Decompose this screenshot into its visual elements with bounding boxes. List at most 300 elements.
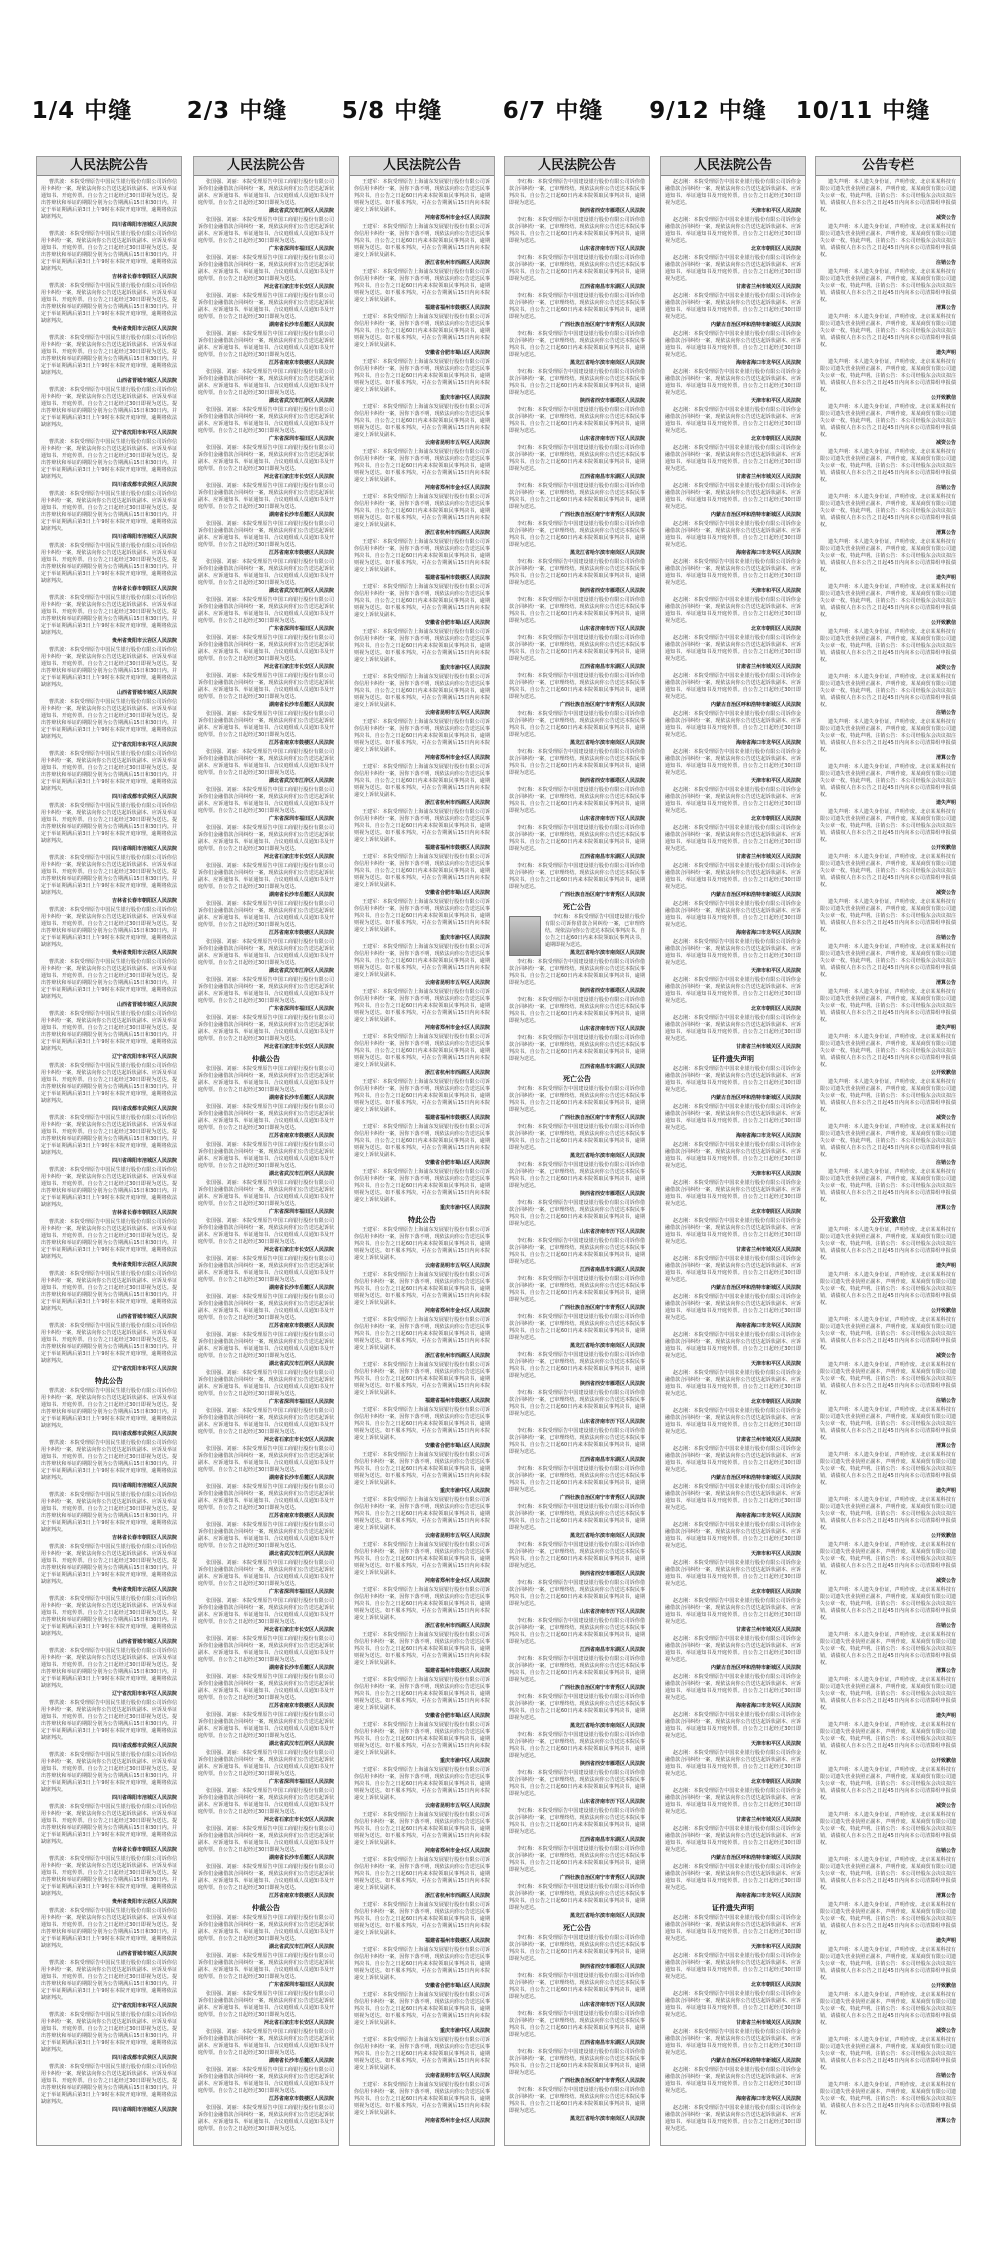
court-name: 黑龙江省哈尔滨市南岗区人民法院: [569, 740, 645, 746]
notice-paragraph: 李红梅：本院受理原告中国建设银行股份有限公司诉你借款合同纠纷一案，已审理终结。现依法向你公告送达本院民事判决书。自公告之日起60日内来本院领取民事判决书，逾期即视为送达。: [509, 1656, 645, 1683]
notice-paragraph: 王建军：本院受理原告上海浦东发展银行股份有限公司诉你信用卡纠纷一案，因你下落不明，现依法向你公告送达民事判决书。自公告之日起60日内来本院领取民事判决书，逾期则视为送达。如不服本判决，可在公告期满后15日内向本院递交上诉状及副本。: [354, 1857, 490, 1891]
notice-paragraph: 曹洪波：本院受理原告中国民生银行股份有限公司诉你信用卡纠纷一案，现依法向你公告送达起诉状副本、应诉及举证通知书、开庭传票。自公告之日起经过30日即视为送达。提出答辩状和举证的期限分别为公告期满后15日和30日内。并定于举证期满后第3日上午9时在本院开庭审理，逾期将依法缺席判决。: [41, 1063, 177, 1104]
column-header: 人民法院公告: [37, 157, 181, 176]
court-name: 甘肃省兰州市城关区人民法院: [735, 1044, 801, 1050]
court-name: 吉林省长春市朝阳区人民法院: [111, 1535, 177, 1541]
court-name: 注销公告: [935, 485, 956, 491]
court-name: 清算公告: [935, 530, 956, 536]
court-name: 江苏省南京市鼓楼区人民法院: [268, 1703, 334, 1709]
notice-paragraph: 遗失声明：本人遗失身份证，声明作废。北京某某科技有限公司遗失营业执照正副本，声明作废。某某商贸有限公司遗失公章一枚，特此声明。注销公告：本公司经股东会决议拟注销，请债权人自本公告之日起45日内向本公司清算组申报债权。: [820, 1902, 956, 1936]
court-name: 清算公告: [935, 980, 956, 986]
notice-paragraph: 王建军：本院受理原告上海浦东发展银行股份有限公司诉你信用卡纠纷一案，因你下落不明，现依法向你公告送达民事判决书。自公告之日起60日内来本院领取民事判决书，逾期则视为送达。如不服本判决，可在公告期满后15日内向本院递交上诉状及副本。: [354, 1722, 490, 1756]
notice-paragraph: 张国强、刘丽：本院受理原告中国工商银行股份有限公司诉你们金融借款合同纠纷一案，现依法向你们公告送达起诉状副本、应诉通知书、举证通知书、合议庭组成人员通知书及开庭传票。自公告之日起经过30日即视为送达。: [198, 2029, 334, 2056]
court-name: 湖南省长沙市岳麓区人民法院: [268, 892, 334, 898]
notice-paragraph: 王建军：本院受理原告上海浦东发展银行股份有限公司诉你信用卡纠纷一案，因你下落不明，现依法向你公告送达民事判决书。自公告之日起60日内来本院领取民事判决书，逾期则视为送达。如不服本判决，可在公告期满后15日内向本院递交上诉状及副本。: [354, 764, 490, 798]
notice-paragraph: 遗失声明：本人遗失身份证，声明作废。北京某某科技有限公司遗失营业执照正副本，声明作废。某某商贸有限公司遗失公章一枚，特此声明。注销公告：本公司经股东会决议拟注销，请债权人自本公告之日起45日内向本公司清算组申报债权。: [820, 1722, 956, 1756]
notice-paragraph: 王建军：本院受理原告上海浦东发展银行股份有限公司诉你信用卡纠纷一案，因你下落不明，现依法向你公告送达民事判决书。自公告之日起60日内来本院领取民事判决书，逾期则视为送达。如不服本判决，可在公告期满后15日内向本院递交上诉状及副本。: [354, 1362, 490, 1396]
court-name: 云南省昆明市五华区人民法院: [424, 980, 490, 986]
notice-paragraph: 李红梅：本院受理原告中国建设银行股份有限公司诉你借款合同纠纷一案，已审理终结。现依法向你公告送达本院民事判决书。自公告之日起60日内来本院领取民事判决书，逾期即视为送达。: [509, 1390, 645, 1417]
court-name: 广东省深圳市福田区人民法院: [268, 626, 334, 632]
court-name: 山西省晋城市城区人民法院: [116, 690, 177, 696]
court-name: 山西省晋城市城区人民法院: [116, 1951, 177, 1957]
notice-paragraph: 李红梅：本院受理原告中国建设银行股份有限公司诉你借款合同纠纷一案，已审理终结。现依法向你公告送达本院民事判决书。自公告之日起60日内来本院领取民事判决书，逾期即视为送达。: [509, 1504, 645, 1531]
notice-paragraph: 赵志刚：本院受理原告中国农业银行股份有限公司诉你金融借款合同纠纷一案，现依法向你公告送达起诉状副本、应诉通知书、举证通知书及开庭传票。自公告之日起经过30日即视为送达。: [665, 1864, 801, 1891]
court-name: 福建省福州市鼓楼区人民法院: [424, 1668, 490, 1674]
court-name: 遗失声明: [935, 1263, 956, 1269]
court-name: 广西壮族自治区南宁市青秀区人民法院: [559, 512, 645, 518]
notice-paragraph: 张国强、刘丽：本院受理原告中国工商银行股份有限公司诉你们金融借款合同纠纷一案，现依法向你们公告送达起诉状副本、应诉通知书、举证通知书、合议庭组成人员通知书及开庭传票。自公告之日起经过30日即视为送达。: [198, 1991, 334, 2018]
court-name: 重庆市渝中区人民法院: [439, 395, 490, 401]
notice-paragraph: 曹洪波：本院受理原告中国民生银行股份有限公司诉你信用卡纠纷一案，现依法向你公告送达起诉状副本、应诉及举证通知书、开庭传票。自公告之日起经过30日即视为送达。提出答辩状和举证的期限分别为公告期满后15日和30日内。并定于举证期满后第3日上午9时在本院开庭审理，逾期将依法缺席判决。: [41, 1596, 177, 1637]
notice-paragraph: 赵志刚：本院受理原告中国农业银行股份有限公司诉你金融借款合同纠纷一案，现依法向你公告送达起诉状副本、应诉通知书、举证通知书及开庭传票。自公告之日起经过30日即视为送达。: [665, 673, 801, 700]
court-name: 贵州省贵阳市云岩区人民法院: [111, 638, 177, 644]
notice-paragraph: 遗失声明：本人遗失身份证，声明作废。北京某某科技有限公司遗失营业执照正副本，声明作废。某某商贸有限公司遗失公章一枚，特此声明。注销公告：本公司经股东会决议拟注销，请债权人自本公告之日起45日内向本公司清算组申报债权。: [820, 1079, 956, 1113]
court-name: 天津市和平区人民法院: [750, 1741, 801, 1747]
notice-paragraph: 张国强、刘丽：本院受理原告中国工商银行股份有限公司诉你们金融借款合同纠纷一案，现依法向你们公告送达起诉状副本、应诉通知书、举证通知书、合议庭组成人员通知书及开庭传票。自公告之日起经过30日即视为送达。: [198, 1218, 334, 1245]
court-name: 减资公告: [935, 1803, 956, 1809]
court-name: 河北省石家庄市长安区人民法院: [263, 1247, 334, 1253]
court-name: 山东省济南市历下区人民法院: [579, 436, 645, 442]
court-name: 河南省郑州市金水区人民法院: [424, 2118, 490, 2124]
notice-paragraph: 王建军：本院受理原告上海浦东发展银行股份有限公司诉你信用卡纠纷一案，因你下落不明，现依法向你公告送达民事判决书。自公告之日起60日内来本院领取民事判决书，逾期则视为送达。如不服本判决，可在公告期满后15日内向本院递交上诉状及副本。: [354, 2082, 490, 2116]
court-name: 甘肃省兰州市城关区人民法院: [735, 854, 801, 860]
notice-paragraph: 曹洪波：本院受理原告中国民生银行股份有限公司诉你信用卡纠纷一案，现依法向你公告送达起诉状副本、应诉及举证通知书、开庭传票。自公告之日起经过30日即视为送达。提出答辩状和举证的期限分别为公告期满后15日和30日内。并定于举证期满后第3日上午9时在本院开庭审理，逾期将依法缺席判决。: [41, 1960, 177, 2001]
section-title: 证件遗失声明: [712, 1055, 754, 1063]
notice-paragraph: 张国强、刘丽：本院受理原告中国工商银行股份有限公司诉你们金融借款合同纠纷一案，现依法向你们公告送达起诉状副本、应诉通知书、举证通知书、合议庭组成人员通知书及开庭传票。自公告之日起经过30日即视为送达。: [198, 1750, 334, 1777]
notice-paragraph: 李红梅：本院受理原告中国建设银行股份有限公司诉你借款合同纠纷一案，已审理终结。现依法向你公告送达本院民事判决书。自公告之日起60日内来本院领取民事判决书，逾期即视为送达。: [509, 863, 645, 890]
notice-paragraph: 曹洪波：本院受理原告中国民生银行股份有限公司诉你信用卡纠纷一案，现依法向你公告送达起诉状副本、应诉及举证通知书、开庭传票。自公告之日起经过30日即视为送达。提出答辩状和举证的期限分别为公告期满后15日和30日内。并定于举证期满后第3日上午9时在本院开庭审理，逾期将依法缺席判决。: [41, 179, 177, 220]
court-name: 福建省福州市鼓楼区人民法院: [424, 305, 490, 311]
court-name: 注销公告: [935, 2073, 956, 2079]
court-name: 贵州省贵阳市云岩区人民法院: [111, 1587, 177, 1593]
notice-paragraph: 曹洪波：本院受理原告中国民生银行股份有限公司诉你信用卡纠纷一案，现依法向你公告送达起诉状副本、应诉及举证通知书、开庭传票。自公告之日起经过30日即视为送达。提出答辩状和举证的期限分别为公告期满后15日和30日内。并定于举证期满后第3日上午9时在本院开庭审理，逾期将依法缺席判决。: [41, 751, 177, 792]
notice-paragraph: 张国强、刘丽：本院受理原告中国工商银行股份有限公司诉你们金融借款合同纠纷一案，现依法向你们公告送达起诉状副本、应诉通知书、举证通知书、合议庭组成人员通知书及开庭传票。自公告之日起经过30日即视为送达。: [198, 1104, 334, 1131]
court-name: 注销公告: [935, 260, 956, 266]
court-name: 吉林省长春市朝阳区人民法院: [111, 1210, 177, 1216]
notice-paragraph: 张国强、刘丽：本院受理原告中国工商银行股份有限公司诉你们金融借款合同纠纷一案，现依法向你们公告送达起诉状副本、应诉通知书、举证通知书、合议庭组成人员通知书及开庭传票。自公告之日起经过30日即视为送达。: [198, 1712, 334, 1739]
court-name: 贵州省贵阳市云岩区人民法院: [111, 950, 177, 956]
notice-paragraph: 曹洪波：本院受理原告中国民生银行股份有限公司诉你信用卡纠纷一案，现依法向你公告送达起诉状副本、应诉及举证通知书、开庭传票。自公告之日起经过30日即视为送达。提出答辩状和举证的期限分别为公告期满后15日和30日内。并定于举证期满后第3日上午9时在本院开庭审理，逾期将依法缺席判决。: [41, 491, 177, 532]
notice-paragraph: 李红梅：本院受理原告中国建设银行股份有限公司诉你借款合同纠纷一案，已审理终结。现依法向你公告送达本院民事判决书。自公告之日起60日内来本院领取民事判决书，逾期即视为送达。: [509, 1846, 645, 1873]
court-name: 广东省深圳市福田区人民法院: [268, 1209, 334, 1215]
notice-paragraph: 曹洪波：本院受理原告中国民生银行股份有限公司诉你信用卡纠纷一案，现依法向你公告送达起诉状副本、应诉及举证通知书、开庭传票。自公告之日起经过30日即视为送达。提出答辩状和举证的期限分别为公告期满后15日和30日内。并定于举证期满后第3日上午9时在本院开庭审理，逾期将依法缺席判决。: [41, 1271, 177, 1312]
court-name: 江西省南昌市东湖区人民法院: [579, 474, 645, 480]
court-name: 海南省海口市龙华区人民法院: [735, 1703, 801, 1709]
court-name: 云南省昆明市五华区人民法院: [424, 1803, 490, 1809]
notice-paragraph: 李红梅：本院受理原告中国建设银行股份有限公司诉你借款合同纠纷一案，已审理终结。现依法向你公告送达本院民事判决书。自公告之日起60日内来本院领取民事判决书，逾期即视为送达。: [509, 959, 645, 986]
court-name: 安徽省合肥市蜀山区人民法院: [424, 1160, 490, 1166]
court-name: 云南省昆明市五华区人民法院: [424, 1263, 490, 1269]
notice-paragraph: 王建军：本院受理原告上海浦东发展银行股份有限公司诉你信用卡纠纷一案，因你下落不明，现依法向你公告送达民事判决书。自公告之日起60日内来本院领取民事判决书，逾期则视为送达。如不服本判决，可在公告期满后15日内向本院递交上诉状及副本。: [354, 1169, 490, 1203]
notice-paragraph: 张国强、刘丽：本院受理原告中国工商银行股份有限公司诉你们金融借款合同纠纷一案，现依法向你们公告送达起诉状副本、应诉通知书、举证通知书、合议庭组成人员通知书及开庭传票。自公告之日起经过30日即视为送达。: [198, 483, 334, 510]
notice-paragraph: 赵志刚：本院受理原告中国农业银行股份有限公司诉你金融借款合同纠纷一案，现依法向你公告送达起诉状副本、应诉通知书、举证通知书及开庭传票。自公告之日起经过30日即视为送达。: [665, 217, 801, 244]
notice-paragraph: 曹洪波：本院受理原告中国民生银行股份有限公司诉你信用卡纠纷一案，现依法向你公告送达起诉状副本、应诉及举证通知书、开庭传票。自公告之日起经过30日即视为送达。提出答辩状和举证的期限分别为公告期满后15日和30日内。并定于举证期满后第3日上午9时在本院开庭审理，逾期将依法缺席判决。: [41, 1388, 177, 1429]
notice-paragraph: 李红梅：本院受理原告中国建设银行股份有限公司诉你借款合同纠纷一案，已审理终结。现依法向你公告送达本院民事判决书。自公告之日起60日内来本院领取民事判决书，逾期即视为送达。: [509, 1200, 645, 1227]
court-name: 甘肃省兰州市城关区人民法院: [735, 1247, 801, 1253]
court-name: 北京市朝阳区人民法院: [750, 1006, 801, 1012]
court-name: 福建省福州市鼓楼区人民法院: [424, 575, 490, 581]
notice-paragraph: 张国强、刘丽：本院受理原告中国工商银行股份有限公司诉你们金融借款合同纠纷一案，现依法向你们公告送达起诉状副本、应诉通知书、举证通知书、合议庭组成人员通知书及开庭传票。自公告之日起经过30日即视为送达。: [198, 179, 334, 206]
court-name: 四川省成都市武侯区人民法院: [111, 1743, 177, 1749]
column-body: [505, 176, 649, 2123]
court-name: 湖北省武汉市江岸区人民法院: [268, 778, 334, 784]
notice-paragraph: 赵志刚：本院受理原告中国农业银行股份有限公司诉你金融借款合同纠纷一案，现依法向你公告送达起诉状副本、应诉通知书、举证通知书及开庭传票。自公告之日起经过30日即视为送达。: [665, 293, 801, 320]
column-body: [350, 176, 494, 2125]
notice-paragraph: 张国强、刘丽：本院受理原告中国工商银行股份有限公司诉你们金融借款合同纠纷一案，现依法向你们公告送达起诉状副本、应诉通知书、举证通知书、合议庭组成人员通知书及开庭传票。自公告之日起经过30日即视为送达。: [198, 901, 334, 928]
notice-paragraph: 李红梅：本院受理原告中国建设银行股份有限公司诉你借款合同纠纷一案，已审理终结。现依法向你公告送达本院民事判决书。自公告之日起60日内来本院领取民事判决书，逾期即视为送达。: [509, 293, 645, 320]
notice-paragraph: 张国强、刘丽：本院受理原告中国工商银行股份有限公司诉你们金融借款合同纠纷一案，现依法向你们公告送达起诉状副本、应诉通知书、举证通知书、合议庭组成人员通知书及开庭传票。自公告之日起经过30日即视为送达。: [198, 1015, 334, 1042]
court-name: 清算公告: [935, 1205, 956, 1211]
court-name: 海南省海口市龙华区人民法院: [735, 360, 801, 366]
notice-column-5: [660, 156, 806, 2146]
notice-paragraph: 王建军：本院受理原告上海浦东发展银行股份有限公司诉你信用卡纠纷一案，因你下落不明，现依法向你公告送达民事判决书。自公告之日起60日内来本院领取民事判决书，逾期则视为送达。如不服本判决，可在公告期满后15日内向本院递交上诉状及副本。: [354, 1587, 490, 1621]
notice-paragraph: 赵志刚：本院受理原告中国农业银行股份有限公司诉你金融借款合同纠纷一案，现依法向你公告送达起诉状副本、应诉通知书、举证通知书及开庭传票。自公告之日起经过30日即视为送达。: [665, 1294, 801, 1321]
notice-paragraph: 王建军：本院受理原告上海浦东发展银行股份有限公司诉你信用卡纠纷一案，因你下落不明，现依法向你公告送达民事判决书。自公告之日起60日内来本院领取民事判决书，逾期则视为送达。如不服本判决，可在公告期满后15日内向本院递交上诉状及副本。: [354, 269, 490, 303]
notice-paragraph: 王建军：本院受理原告上海浦东发展银行股份有限公司诉你信用卡纠纷一案，因你下落不明，现依法向你公告送达民事判决书。自公告之日起60日内来本院领取民事判决书，逾期则视为送达。如不服本判决，可在公告期满后15日内向本院递交上诉状及副本。: [354, 179, 490, 213]
court-name: 辽宁省沈阳市和平区人民法院: [111, 1054, 177, 1060]
court-name: 湖南省长沙市岳麓区人民法院: [268, 1855, 334, 1861]
notice-paragraph: 李红梅：本院受理原告中国建设银行股份有限公司诉你借款合同纠纷一案，已审理终结。现依法向你公告送达本院民事判决书。自公告之日起60日内来本院领取民事判决书，逾期即视为送达。: [509, 825, 645, 852]
notice-paragraph: 李红梅：本院受理原告中国建设银行股份有限公司诉你借款合同纠纷一案，已审理终结。现依法向你公告送达本院民事判决书。自公告之日起60日内来本院领取民事判决书，逾期即视为送达。: [509, 1732, 645, 1759]
court-name: 江苏省南京市鼓楼区人民法院: [268, 740, 334, 746]
court-name: 内蒙古自治区呼和浩特市新城区人民法院: [710, 512, 801, 518]
notice-paragraph: 张国强、刘丽：本院受理原告中国工商银行股份有限公司诉你们金融借款合同纠纷一案，现依法向你们公告送达起诉状副本、应诉通知书、举证通知书、合议庭组成人员通知书及开庭传票。自公告之日起经过30日即视为送达。: [198, 1598, 334, 1625]
court-name: 贵州省贵阳市云岩区人民法院: [111, 1899, 177, 1905]
notice-column-3: [349, 156, 495, 2146]
notice-paragraph: 王建军：本院受理原告上海浦东发展银行股份有限公司诉你信用卡纠纷一案，因你下落不明，现依法向你公告送达民事判决书。自公告之日起60日内来本院领取民事判决书，逾期则视为送达。如不服本判决，可在公告期满后15日内向本院递交上诉状及副本。: [354, 1497, 490, 1531]
court-name: 公开致歉信: [930, 1070, 956, 1076]
court-name: 辽宁省沈阳市和平区人民法院: [111, 430, 177, 436]
court-name: 天津市和平区人民法院: [750, 1361, 801, 1367]
notice-paragraph: 张国强、刘丽：本院受理原告中国工商银行股份有限公司诉你们金融借款合同纠纷一案，现依法向你们公告送达起诉状副本、应诉通知书、举证通知书、合议庭组成人员通知书及开庭传票。自公告之日起经过30日即视为送达。: [198, 673, 334, 700]
court-name: 北京市朝阳区人民法院: [750, 1209, 801, 1215]
notice-paragraph: 李红梅：本院受理原告中国建设银行股份有限公司诉你借款合同纠纷一案，已审理终结。现依法向你公告送达本院民事判决书。自公告之日起60日内来本院领取民事判决书，逾期即视为送达。: [509, 521, 645, 548]
court-name: 广西壮族自治区南宁市青秀区人民法院: [559, 2078, 645, 2084]
notice-paragraph: 遗失声明：本人遗失身份证，声明作废。北京某某科技有限公司遗失营业执照正副本，声明作废。某某商贸有限公司遗失公章一枚，特此声明。注销公告：本公司经股东会决议拟注销，请债权人自本公告之日起45日内向本公司清算组申报债权。: [820, 764, 956, 798]
notice-paragraph: 赵志刚：本院受理原告中国农业银行股份有限公司诉你金融借款合同纠纷一案，现依法向你公告送达起诉状副本、应诉通知书、举证通知书及开庭传票。自公告之日起经过30日即视为送达。: [665, 2067, 801, 2094]
notice-paragraph: 王建军：本院受理原告上海浦东发展银行股份有限公司诉你信用卡纠纷一案，因你下落不明，现依法向你公告送达民事判决书。自公告之日起60日内来本院领取民事判决书，逾期则视为送达。如不服本判决，可在公告期满后15日内向本院递交上诉状及副本。: [354, 899, 490, 933]
notice-paragraph: 曹洪波：本院受理原告中国民生银行股份有限公司诉你信用卡纠纷一案，现依法向你公告送达起诉状副本、应诉及举证通知书、开庭传票。自公告之日起经过30日即视为送达。提出答辩状和举证的期限分别为公告期满后15日和30日内。并定于举证期满后第3日上午9时在本院开庭审理，逾期将依法缺席判决。: [41, 1752, 177, 1793]
court-name: 四川省绵阳市涪城区人民法院: [111, 1158, 177, 1164]
court-name: 清算公告: [935, 1668, 956, 1674]
court-name: 陕西省西安市雁塔区人民法院: [579, 1571, 645, 1577]
notice-paragraph: 遗失声明：本人遗失身份证，声明作废。北京某某科技有限公司遗失营业执照正副本，声明作废。某某商贸有限公司遗失公章一枚，特此声明。注销公告：本公司经股东会决议拟注销，请债权人自本公告之日起45日内向本公司清算组申报债权。: [820, 1272, 956, 1306]
court-name: 北京市朝阳区人民法院: [750, 1399, 801, 1405]
notice-paragraph: 曹洪波：本院受理原告中国民生银行股份有限公司诉你信用卡纠纷一案，现依法向你公告送达起诉状副本、应诉及举证通知书、开庭传票。自公告之日起经过30日即视为送达。提出答辩状和举证的期限分别为公告期满后15日和30日内。并定于举证期满后第3日上午9时在本院开庭审理，逾期将依法缺席判决。: [41, 1440, 177, 1481]
notice-paragraph: 李红梅：本院受理原告中国建设银行股份有限公司诉你借款合同纠纷一案，已审理终结。现依法向你公告送达本院民事判决书。自公告之日起60日内来本院领取民事判决书，逾期即视为送达。: [509, 1086, 645, 1113]
court-name: 甘肃省兰州市城关区人民法院: [735, 1817, 801, 1823]
notice-paragraph: 遗失声明：本人遗失身份证，声明作废。北京某某科技有限公司遗失营业执照正副本，声明作废。某某商贸有限公司遗失公章一枚，特此声明。注销公告：本公司经股东会决议拟注销，请债权人自本公告之日起45日内向本公司清算组申报债权。: [820, 1452, 956, 1486]
notice-paragraph: 张国强、刘丽：本院受理原告中国工商银行股份有限公司诉你们金融借款合同纠纷一案，现依法向你们公告送达起诉状副本、应诉通知书、举证通知书、合议庭组成人员通知书及开庭传票。自公告之日起经过30日即视为送达。: [198, 2105, 334, 2132]
notice-paragraph: 曹洪波：本院受理原告中国民生银行股份有限公司诉你信用卡纠纷一案，现依法向你公告送达起诉状副本、应诉及举证通知书、开庭传票。自公告之日起经过30日即视为送达。提出答辩状和举证的期限分别为公告期满后15日和30日内。并定于举证期满后第3日上午9时在本院开庭审理，逾期将依法缺席判决。: [41, 439, 177, 480]
court-name: 海南省海口市龙华区人民法院: [735, 740, 801, 746]
court-name: 黑龙江省哈尔滨市南岗区人民法院: [569, 360, 645, 366]
court-name: 广东省深圳市福田区人民法院: [268, 1006, 334, 1012]
court-name: 广西壮族自治区南宁市青秀区人民法院: [559, 892, 645, 898]
notice-paragraph: 赵志刚：本院受理原告中国农业银行股份有限公司诉你金融借款合同纠纷一案，现依法向你公告送达起诉状副本、应诉通知书、举证通知书及开庭传票。自公告之日起经过30日即视为送达。: [665, 1788, 801, 1815]
court-name: 江西省南昌市东湖区人民法院: [579, 2040, 645, 2046]
notice-paragraph: 遗失声明：本人遗失身份证，声明作废。北京某某科技有限公司遗失营业执照正副本，声明作废。某某商贸有限公司遗失公章一枚，特此声明。注销公告：本公司经股东会决议拟注销，请债权人自本公告之日起45日内向本公司清算组申报债权。: [820, 584, 956, 618]
notice-paragraph: 李红梅：本院受理原告中国建设银行股份有限公司诉你借款合同纠纷一案，已审理终结。现依法向你公告送达本院民事判决书。自公告之日起60日内来本院领取民事判决书，逾期即视为送达。: [509, 1162, 645, 1189]
court-name: 四川省成都市武侯区人民法院: [111, 1106, 177, 1112]
notice-paragraph: 张国强、刘丽：本院受理原告中国工商银行股份有限公司诉你们金融借款合同纠纷一案，现依法向你们公告送达起诉状副本、应诉通知书、举证通知书、合议庭组成人员通知书及开庭传票。自公告之日起经过30日即视为送达。: [198, 1915, 334, 1942]
court-name: 湖北省武汉市江岸区人民法院: [268, 1361, 334, 1367]
court-name: 陕西省西安市雁塔区人民法院: [579, 1761, 645, 1767]
section-title: 仲裁公告: [252, 1055, 280, 1063]
notice-paragraph: 李红梅：本院受理原告中国建设银行股份有限公司诉你借款合同纠纷一案，已审理终结。现依法向你公告送达本院民事判决书。自公告之日起60日内来本院领取民事判决书，逾期即视为送达。: [509, 2087, 645, 2114]
court-name: 山西省晋城市城区人民法院: [116, 1002, 177, 1008]
court-name: 清算公告: [935, 305, 956, 311]
notice-paragraph: 张国强、刘丽：本院受理原告中国工商银行股份有限公司诉你们金融借款合同纠纷一案，现依法向你们公告送达起诉状副本、应诉通知书、举证通知书、合议庭组成人员通知书及开庭传票。自公告之日起经过30日即视为送达。: [198, 521, 334, 548]
court-name: 注销公告: [935, 935, 956, 941]
notice-paragraph: 李红梅：本院受理原告中国建设银行股份有限公司诉你借款合同纠纷一案，已审理终结。现依法向你公告送达本院民事判决书。自公告之日起60日内来本院领取民事判决书，逾期即视为送达。: [509, 749, 645, 776]
court-name: 陕西省西安市雁塔区人民法院: [579, 1381, 645, 1387]
court-name: 浙江省杭州市西湖区人民法院: [424, 1070, 490, 1076]
court-name: 黑龙江省哈尔滨市南岗区人民法院: [569, 1343, 645, 1349]
court-name: 北京市朝阳区人民法院: [750, 1589, 801, 1595]
court-name: 河南省郑州市金水区人民法院: [424, 215, 490, 221]
notice-paragraph: 张国强、刘丽：本院受理原告中国工商银行股份有限公司诉你们金融借款合同纠纷一案，现依法向你们公告送达起诉状副本、应诉通知书、举证通知书、合议庭组成人员通知书及开庭传票。自公告之日起经过30日即视为送达。: [198, 1560, 334, 1587]
section-title: 死亡公告: [563, 1924, 591, 1932]
court-name: 内蒙古自治区呼和浩特市新城区人民法院: [710, 1665, 801, 1671]
court-name: 陕西省西安市雁塔区人民法院: [579, 588, 645, 594]
notice-paragraph: 李红梅：本院受理原告中国建设银行股份有限公司诉你借款合同纠纷一案，已审理终结。现依法向你公告送达本院民事判决书。自公告之日起60日内来本院领取民事判决书，逾期即视为送达。: [509, 1884, 645, 1911]
notice-paragraph: 张国强、刘丽：本院受理原告中国工商银行股份有限公司诉你们金融借款合同纠纷一案，现依法向你们公告送达起诉状副本、应诉通知书、举证通知书、合议庭组成人员通知书及开庭传票。自公告之日起经过30日即视为送达。: [198, 255, 334, 282]
notice-paragraph: 李红梅：本院受理原告中国建设银行股份有限公司诉你借款合同纠纷一案，已审理终结。现依法向你公告送达本院民事判决书。自公告之日起60日内来本院领取民事判决书，逾期即视为送达。: [509, 997, 645, 1024]
notice-paragraph: 张国强、刘丽：本院受理原告中国工商银行股份有限公司诉你们金融借款合同纠纷一案，现依法向你们公告送达起诉状副本、应诉通知书、举证通知书、合议庭组成人员通知书及开庭传票。自公告之日起经过30日即视为送达。: [198, 939, 334, 966]
column-body: [816, 176, 960, 2125]
notice-paragraph: 赵志刚：本院受理原告中国农业银行股份有限公司诉你金融借款合同纠纷一案，现依法向你公告送达起诉状副本、应诉通知书、举证通知书及开庭传票。自公告之日起经过30日即视为送达。: [665, 787, 801, 814]
notice-paragraph: 曹洪波：本院受理原告中国民生银行股份有限公司诉你信用卡纠纷一案，现依法向你公告送达起诉状副本、应诉及举证通知书、开庭传票。自公告之日起经过30日即视为送达。提出答辩状和举证的期限分别为公告期满后15日和30日内。并定于举证期满后第3日上午9时在本院开庭审理，逾期将依法缺席判决。: [41, 1648, 177, 1689]
notice-paragraph: 曹洪波：本院受理原告中国民生银行股份有限公司诉你信用卡纠纷一案，现依法向你公告送达起诉状副本、应诉及举证通知书、开庭传票。自公告之日起经过30日即视为送达。提出答辩状和举证的期限分别为公告期满后15日和30日内。并定于举证期满后第3日上午9时在本院开庭审理，逾期将依法缺席判决。: [41, 1115, 177, 1156]
court-name: 注销公告: [935, 1848, 956, 1854]
notice-paragraph: 王建军：本院受理原告上海浦东发展银行股份有限公司诉你信用卡纠纷一案，因你下落不明，现依法向你公告送达民事判决书。自公告之日起60日内来本院领取民事判决书，逾期则视为送达。如不服本判决，可在公告期满后15日内向本院递交上诉状及副本。: [354, 629, 490, 663]
notice-paragraph: 王建军：本院受理原告上海浦东发展银行股份有限公司诉你信用卡纠纷一案，因你下落不明，现依法向你公告送达民事判决书。自公告之日起60日内来本院领取民事判决书，逾期则视为送达。如不服本判决，可在公告期满后15日内向本院递交上诉状及副本。: [354, 1812, 490, 1846]
notice-paragraph: 遗失声明：本人遗失身份证，声明作废。北京某某科技有限公司遗失营业执照正副本，声明作废。某某商贸有限公司遗失公章一枚，特此声明。注销公告：本公司经股东会决议拟注销，请债权人自本公告之日起45日内向本公司清算组申报债权。: [820, 269, 956, 303]
court-name: 天津市和平区人民法院: [750, 968, 801, 974]
notice-paragraph: 张国强、刘丽：本院受理原告中国工商银行股份有限公司诉你们金融借款合同纠纷一案，现依法向你们公告送达起诉状副本、应诉通知书、举证通知书、合议庭组成人员通知书及开庭传票。自公告之日起经过30日即视为送达。: [198, 1522, 334, 1549]
court-name: 山东省济南市历下区人民法院: [579, 246, 645, 252]
notice-paragraph: 遗失声明：本人遗失身份证，声明作废。北京某某科技有限公司遗失营业执照正副本，声明作废。某某商贸有限公司遗失公章一枚，特此声明。注销公告：本公司经股东会决议拟注销，请债权人自本公告之日起45日内向本公司清算组申报债权。: [820, 1169, 956, 1203]
notice-paragraph: 王建军：本院受理原告上海浦东发展银行股份有限公司诉你信用卡纠纷一案，因你下落不明，现依法向你公告送达民事判决书。自公告之日起60日内来本院领取民事判决书，逾期则视为送达。如不服本判决，可在公告期满后15日内向本院递交上诉状及副本。: [354, 719, 490, 753]
notice-paragraph: 曹洪波：本院受理原告中国民生银行股份有限公司诉你信用卡纠纷一案，现依法向你公告送达起诉状副本、应诉及举证通知书、开庭传票。自公告之日起经过30日即视为送达。提出答辩状和举证的期限分别为公告期满后15日和30日内。并定于举证期满后第3日上午9时在本院开庭审理，逾期将依法缺席判决。: [41, 1856, 177, 1897]
notice-paragraph: 李红梅：本院受理原告中国建设银行股份有限公司诉你借款合同纠纷一案，已审理终结。现依法向你公告送达本院民事判决书。自公告之日起60日内来本院领取民事判决书，逾期即视为送达。: [509, 331, 645, 358]
notice-paragraph: 李红梅：本院受理原告中国建设银行股份有限公司诉你借款合同纠纷一案，已审理终结。现依法向你公告送达本院民事判决书。自公告之日起60日内来本院领取民事判决书，逾期即视为送达。: [509, 1466, 645, 1493]
court-name: 减资公告: [935, 440, 956, 446]
court-name: 陕西省西安市雁塔区人民法院: [579, 398, 645, 404]
court-name: 福建省福州市鼓楼区人民法院: [424, 845, 490, 851]
notice-paragraph: 张国强、刘丽：本院受理原告中国工商银行股份有限公司诉你们金融借款合同纠纷一案，现依法向你们公告送达起诉状副本、应诉通知书、举证通知书、合议庭组成人员通知书及开庭传票。自公告之日起经过30日即视为送达。: [198, 1484, 334, 1511]
notice-paragraph: 曹洪波：本院受理原告中国民生银行股份有限公司诉你信用卡纠纷一案，现依法向你公告送达起诉状副本、应诉及举证通知书、开庭传票。自公告之日起经过30日即视为送达。提出答辩状和举证的期限分别为公告期满后15日和30日内。并定于举证期满后第3日上午9时在本院开庭审理，逾期将依法缺席判决。: [41, 1544, 177, 1585]
court-name: 北京市朝阳区人民法院: [750, 626, 801, 632]
court-name: 河北省石家庄市长安区人民法院: [263, 2020, 334, 2026]
notice-paragraph: 赵志刚：本院受理原告中国农业银行股份有限公司诉你金融借款合同纠纷一案，现依法向你公告送达起诉状副本、应诉通知书、举证通知书及开庭传票。自公告之日起经过30日即视为送达。: [665, 825, 801, 852]
court-name: 河北省石家庄市长安区人民法院: [263, 854, 334, 860]
fold-label-1: 1/4 中缝: [31, 98, 133, 124]
court-name: 遗失声明: [935, 350, 956, 356]
notice-paragraph: 遗失声明：本人遗失身份证，声明作废。北京某某科技有限公司遗失营业执照正副本，声明作废。某某商贸有限公司遗失公章一枚，特此声明。注销公告：本公司经股东会决议拟注销，请债权人自本公告之日起45日内向本公司清算组申报债权。: [820, 224, 956, 258]
court-name: 广西壮族自治区南宁市青秀区人民法院: [559, 1305, 645, 1311]
court-name: 广东省深圳市福田区人民法院: [268, 1399, 334, 1405]
notice-paragraph: 赵志刚：本院受理原告中国农业银行股份有限公司诉你金融借款合同纠纷一案，现依法向你公告送达起诉状副本、应诉通知书、举证通知书及开庭传票。自公告之日起经过30日即视为送达。: [665, 1332, 801, 1359]
notice-paragraph: 张国强、刘丽：本院受理原告中国工商银行股份有限公司诉你们金融借款合同纠纷一案，现依法向你们公告送达起诉状副本、应诉通知书、举证通知书、合议庭组成人员通知书及开庭传票。自公告之日起经过30日即视为送达。: [198, 597, 334, 624]
fold-label-2: 2/3 中缝: [186, 98, 288, 124]
court-name: 黑龙江省哈尔滨市南岗区人民法院: [569, 950, 645, 956]
notice-paragraph: 李红梅：本院受理原告中国建设银行股份有限公司诉你借款合同纠纷一案，已审理终结。现依法向你公告送达本院民事判决书。自公告之日起60日内来本院领取民事判决书，逾期即视为送达。: [509, 2049, 645, 2076]
court-name: 陕西省西安市雁塔区人民法院: [579, 208, 645, 214]
notice-paragraph: 张国强、刘丽：本院受理原告中国工商银行股份有限公司诉你们金融借款合同纠纷一案，现依法向你们公告送达起诉状副本、应诉通知书、举证通知书、合议庭组成人员通知书及开庭传票。自公告之日起经过30日即视为送达。: [198, 1332, 334, 1359]
court-name: 重庆市渝中区人民法院: [439, 1488, 490, 1494]
notice-paragraph: 遗失声明：本人遗失身份证，声明作废。北京某某科技有限公司遗失营业执照正副本，声明作废。某某商贸有限公司遗失公章一枚，特此声明。注销公告：本公司经股东会决议拟注销，请债权人自本公告之日起45日内向本公司清算组申报债权。: [820, 1677, 956, 1711]
notice-column-4: [504, 156, 650, 2146]
court-name: 注销公告: [935, 1398, 956, 1404]
notice-paragraph: 张国强、刘丽：本院受理原告中国工商银行股份有限公司诉你们金融借款合同纠纷一案，现依法向你们公告送达起诉状副本、应诉通知书、举证通知书、合议庭组成人员通知书及开庭传票。自公告之日起经过30日即视为送达。: [198, 407, 334, 434]
court-name: 内蒙古自治区呼和浩特市新城区人民法院: [710, 702, 801, 708]
notice-paragraph: 王建军：本院受理原告上海浦东发展银行股份有限公司诉你信用卡纠纷一案，因你下落不明，现依法向你公告送达民事判决书。自公告之日起60日内来本院领取民事判决书，逾期则视为送达。如不服本判决，可在公告期满后15日内向本院递交上诉状及副本。: [354, 1452, 490, 1486]
court-name: 山东省济南市历下区人民法院: [579, 626, 645, 632]
court-name: 甘肃省兰州市城关区人民法院: [735, 1627, 801, 1633]
notice-paragraph: 赵志刚：本院受理原告中国农业银行股份有限公司诉你金融借款合同纠纷一案，现依法向你公告送达起诉状副本、应诉通知书、举证通知书及开庭传票。自公告之日起经过30日即视为送达。: [665, 2029, 801, 2056]
section-title: 特此公告: [408, 1216, 436, 1224]
court-name: 浙江省杭州市西湖区人民法院: [424, 530, 490, 536]
court-name: 四川省成都市武侯区人民法院: [111, 1431, 177, 1437]
notice-paragraph: 曹洪波：本院受理原告中国民生银行股份有限公司诉你信用卡纠纷一案，现依法向你公告送达起诉状副本、应诉及举证通知书、开庭传票。自公告之日起经过30日即视为送达。提出答辩状和举证的期限分别为公告期满后15日和30日内。并定于举证期满后第3日上午9时在本院开庭审理，逾期将依法缺席判决。: [41, 1804, 177, 1845]
court-name: 减资公告: [935, 665, 956, 671]
notice-paragraph: 赵志刚：本院受理原告中国农业银行股份有限公司诉你金融借款合同纠纷一案，现依法向你公告送达起诉状副本、应诉通知书、举证通知书及开庭传票。自公告之日起经过30日即视为送达。: [665, 369, 801, 396]
court-name: 海南省海口市龙华区人民法院: [735, 550, 801, 556]
court-name: 内蒙古自治区呼和浩特市新城区人民法院: [710, 1285, 801, 1291]
fold-label-3: 5/8 中缝: [341, 98, 443, 124]
notice-paragraph: 遗失声明：本人遗失身份证，声明作废。北京某某科技有限公司遗失营业执照正副本，声明作废。某某商贸有限公司遗失公章一枚，特此声明。注销公告：本公司经股东会决议拟注销，请债权人自本公告之日起45日内向本公司清算组申报债权。: [820, 1767, 956, 1801]
notice-paragraph: 遗失声明：本人遗失身份证，声明作废。北京某某科技有限公司遗失营业执照正副本，声明作废。某某商贸有限公司遗失公章一枚，特此声明。注销公告：本公司经股东会决议拟注销，请债权人自本公告之日起45日内向本公司清算组申报债权。: [820, 449, 956, 483]
notice-paragraph: 赵志刚：本院受理原告中国农业银行股份有限公司诉你金融借款合同纠纷一案，现依法向你公告送达起诉状副本、应诉通知书、举证通知书及开庭传票。自公告之日起经过30日即视为送达。: [665, 1712, 801, 1739]
notice-paragraph: 曹洪波：本院受理原告中国民生银行股份有限公司诉你信用卡纠纷一案，现依法向你公告送达起诉状副本、应诉及举证通知书、开庭传票。自公告之日起经过30日即视为送达。提出答辩状和举证的期限分别为公告期满后15日和30日内。并定于举证期满后第3日上午9时在本院开庭审理，逾期将依法缺席判决。: [41, 1011, 177, 1052]
court-name: 安徽省合肥市蜀山区人民法院: [424, 890, 490, 896]
notice-paragraph: 赵志刚：本院受理原告中国农业银行股份有限公司诉你金融借款合同纠纷一案，现依法向你公告送达起诉状副本、应诉通知书、举证通知书及开庭传票。自公告之日起经过30日即视为送达。: [665, 1446, 801, 1473]
notice-paragraph: 李红梅：本院受理原告中国建设银行股份有限公司诉你借款合同纠纷一案，已审理终结。现依法向你公告送达本院民事判决书。自公告之日起60日内来本院领取民事判决书，逾期即视为送达。: [509, 1542, 645, 1569]
notice-paragraph: 张国强、刘丽：本院受理原告中国工商银行股份有限公司诉你们金融借款合同纠纷一案，现依法向你们公告送达起诉状副本、应诉通知书、举证通知书、合议庭组成人员通知书及开庭传票。自公告之日起经过30日即视为送达。: [198, 217, 334, 244]
court-name: 遗失声明: [935, 1025, 956, 1031]
court-name: 山西省晋城市城区人民法院: [116, 1639, 177, 1645]
court-name: 甘肃省兰州市城关区人民法院: [735, 2020, 801, 2026]
court-name: 江苏省南京市鼓楼区人民法院: [268, 360, 334, 366]
notice-paragraph: 李红梅：本院受理原告中国建设银行股份有限公司诉你借款合同纠纷一案，已审理终结。现依法向你公告送达本院民事判决书。自公告之日起60日内来本院领取民事判决书，逾期即视为送达。: [509, 1935, 645, 1962]
notice-paragraph: 曹洪波：本院受理原告中国民生银行股份有限公司诉你信用卡纠纷一案，现依法向你公告送达起诉状副本、应诉及举证通知书、开庭传票。自公告之日起经过30日即视为送达。提出答辩状和举证的期限分别为公告期满后15日和30日内。并定于举证期满后第3日上午9时在本院开庭审理，逾期将依法缺席判决。: [41, 231, 177, 272]
court-name: 天津市和平区人民法院: [750, 778, 801, 784]
notice-paragraph: 张国强、刘丽：本院受理原告中国工商银行股份有限公司诉你们金融借款合同纠纷一案，现依法向你们公告送达起诉状副本、应诉通知书、举证通知书、合议庭组成人员通知书及开庭传票。自公告之日起经过30日即视为送达。: [198, 2067, 334, 2094]
court-name: 公开致歉信: [930, 1308, 956, 1314]
notice-paragraph: 曹洪波：本院受理原告中国民生银行股份有限公司诉你信用卡纠纷一案，现依法向你公告送达起诉状副本、应诉及举证通知书、开庭传票。自公告之日起经过30日即视为送达。提出答辩状和举证的期限分别为公告期满后15日和30日内。并定于举证期满后第3日上午9时在本院开庭审理，逾期将依法缺席判决。: [41, 699, 177, 740]
notice-paragraph: 赵志刚：本院受理原告中国农业银行股份有限公司诉你金融借款合同纠纷一案，现依法向你公告送达起诉状副本、应诉通知书、举证通知书及开庭传票。自公告之日起经过30日即视为送达。: [665, 1750, 801, 1777]
court-name: 天津市和平区人民法院: [750, 208, 801, 214]
court-name: 江苏省南京市鼓楼区人民法院: [268, 2096, 334, 2102]
section-title: 死亡公告: [563, 903, 591, 911]
court-name: 注销公告: [935, 710, 956, 716]
notice-paragraph: 王建军：本院受理原告上海浦东发展银行股份有限公司诉你信用卡纠纷一案，因你下落不明，现依法向你公告送达民事判决书。自公告之日起60日内来本院领取民事判决书，逾期则视为送达。如不服本判决，可在公告期满后15日内向本院递交上诉状及副本。: [354, 1767, 490, 1801]
notice-paragraph: 赵志刚：本院受理原告中国农业银行股份有限公司诉你金融借款合同纠纷一案，现依法向你公告送达起诉状副本、应诉通知书、举证通知书及开庭传票。自公告之日起经过30日即视为送达。: [665, 1218, 801, 1245]
court-name: 广东省深圳市福田区人民法院: [268, 1589, 334, 1595]
column-header: 公告专栏: [816, 157, 960, 176]
notice-paragraph: 遗失声明：本人遗失身份证，声明作废。北京某某科技有限公司遗失营业执照正副本，声明作废。某某商贸有限公司遗失公章一枚，特此声明。注销公告：本公司经股东会决议拟注销，请债权人自本公告之日起45日内向本公司清算组申报债权。: [820, 1317, 956, 1351]
court-name: 重庆市渝中区人民法院: [439, 2028, 490, 2034]
court-name: 湖北省武汉市江岸区人民法院: [268, 1944, 334, 1950]
court-name: 山西省晋城市城区人民法院: [116, 378, 177, 384]
court-name: 江西省南昌市东湖区人民法院: [579, 664, 645, 670]
court-name: 福建省福州市鼓楼区人民法院: [424, 1115, 490, 1121]
notice-paragraph: 王建军：本院受理原告上海浦东发展银行股份有限公司诉你信用卡纠纷一案，因你下落不明，现依法向你公告送达民事判决书。自公告之日起60日内来本院领取民事判决书，逾期则视为送达。如不服本判决，可在公告期满后15日内向本院递交上诉状及副本。: [354, 584, 490, 618]
court-name: 黑龙江省哈尔滨市南岗区人民法院: [569, 1153, 645, 1159]
court-name: 河南省郑州市金水区人民法院: [424, 755, 490, 761]
notice-paragraph: 王建军：本院受理原告上海浦东发展银行股份有限公司诉你信用卡纠纷一案，因你下落不明，现依法向你公告送达民事判决书。自公告之日起60日内来本院领取民事判决书，逾期则视为送达。如不服本判决，可在公告期满后15日内向本院递交上诉状及副本。: [354, 674, 490, 708]
court-name: 河北省石家庄市长安区人民法院: [263, 1817, 334, 1823]
court-name: 广西壮族自治区南宁市青秀区人民法院: [559, 1495, 645, 1501]
court-name: 浙江省杭州市西湖区人民法院: [424, 1623, 490, 1629]
court-name: 辽宁省沈阳市和平区人民法院: [111, 1691, 177, 1697]
court-name: 四川省绵阳市涪城区人民法院: [111, 2107, 177, 2113]
notice-paragraph: 赵志刚：本院受理原告中国农业银行股份有限公司诉你金融借款合同纠纷一案，现依法向你公告送达起诉状副本、应诉通知书、举证通知书及开庭传票。自公告之日起经过30日即视为送达。: [665, 331, 801, 358]
notice-paragraph: 王建军：本院受理原告上海浦东发展银行股份有限公司诉你信用卡纠纷一案，因你下落不明，现依法向你公告送达民事判决书。自公告之日起60日内来本院领取民事判决书，逾期则视为送达。如不服本判决，可在公告期满后15日内向本院递交上诉状及副本。: [354, 1632, 490, 1666]
court-name: 黑龙江省哈尔滨市南岗区人民法院: [569, 1723, 645, 1729]
court-name: 四川省绵阳市涪城区人民法院: [111, 534, 177, 540]
notice-paragraph: 王建军：本院受理原告上海浦东发展银行股份有限公司诉你信用卡纠纷一案，因你下落不明，现依法向你公告送达民事判决书。自公告之日起60日内来本院领取民事判决书，逾期则视为送达。如不服本判决，可在公告期满后15日内向本院递交上诉状及副本。: [354, 809, 490, 843]
notice-paragraph: 赵志刚：本院受理原告中国农业银行股份有限公司诉你金融借款合同纠纷一案，现依法向你公告送达起诉状副本、应诉通知书、举证通知书及开庭传票。自公告之日起经过30日即视为送达。: [665, 1180, 801, 1207]
notice-paragraph: 遗失声明：本人遗失身份证，声明作废。北京某某科技有限公司遗失营业执照正副本，声明作废。某某商贸有限公司遗失公章一枚，特此声明。注销公告：本公司经股东会决议拟注销，请债权人自本公告之日起45日内向本公司清算组申报债权。: [820, 494, 956, 528]
notice-paragraph: 李红梅：本院受理原告中国建设银行股份有限公司诉你借款合同纠纷一案，已审理终结。现依法向你公告送达本院民事判决书。自公告之日起60日内来本院领取民事判决书，逾期即视为送达。: [509, 483, 645, 510]
court-name: 河北省石家庄市长安区人民法院: [263, 1627, 334, 1633]
court-name: 公开致歉信: [930, 620, 956, 626]
court-name: 山西省晋城市城区人民法院: [116, 1314, 177, 1320]
section-title: 公开致歉信: [870, 1216, 906, 1224]
notice-paragraph: 王建军：本院受理原告上海浦东发展银行股份有限公司诉你信用卡纠纷一案，因你下落不明，现依法向你公告送达民事判决书。自公告之日起60日内来本院领取民事判决书，逾期则视为送达。如不服本判决，可在公告期满后15日内向本院递交上诉状及副本。: [354, 314, 490, 348]
court-name: 云南省昆明市五华区人民法院: [424, 440, 490, 446]
court-name: 黑龙江省哈尔滨市南岗区人民法院: [569, 2116, 645, 2122]
court-name: 浙江省杭州市西湖区人民法院: [424, 800, 490, 806]
notice-paragraph: 遗失声明：本人遗失身份证，声明作废。北京某某科技有限公司遗失营业执照正副本，声明作废。某某商贸有限公司遗失公章一枚，特此声明。注销公告：本公司经股东会决议拟注销，请债权人自本公告之日起45日内向本公司清算组申报债权。: [820, 809, 956, 843]
court-name: 甘肃省兰州市城关区人民法院: [735, 1437, 801, 1443]
court-name: 河北省石家庄市长安区人民法院: [263, 1437, 334, 1443]
notice-paragraph: 赵志刚：本院受理原告中国农业银行股份有限公司诉你金融借款合同纠纷一案，现依法向你公告送达起诉状副本、应诉通知书、举证通知书及开庭传票。自公告之日起经过30日即视为送达。: [665, 1560, 801, 1587]
court-name: 重庆市渝中区人民法院: [439, 665, 490, 671]
notice-paragraph: 李红梅：本院受理原告中国建设银行股份有限公司诉你借款合同纠纷一案，已审理终结。现依法向你公告送达本院民事判决书。自公告之日起60日内来本院领取民事判决书，逾期即视为送达。: [509, 1035, 645, 1062]
court-name: 贵州省贵阳市云岩区人民法院: [111, 326, 177, 332]
notice-paragraph: 王建军：本院受理原告上海浦东发展银行股份有限公司诉你信用卡纠纷一案，因你下落不明，现依法向你公告送达民事判决书。自公告之日起60日内来本院领取民事判决书，逾期则视为送达。如不服本判决，可在公告期满后15日内向本院递交上诉状及副本。: [354, 224, 490, 258]
notice-paragraph: 赵志刚：本院受理原告中国农业银行股份有限公司诉你金融借款合同纠纷一案，现依法向你公告送达起诉状副本、应诉通知书、举证通知书及开庭传票。自公告之日起经过30日即视为送达。: [665, 559, 801, 586]
court-name: 江西省南昌市东湖区人民法院: [579, 1064, 645, 1070]
notice-paragraph: 李红梅：本院受理原告中国建设银行股份有限公司诉你借款合同纠纷一案，已审理终结。现依法向你公告送达本院民事判决书。自公告之日起60日内来本院领取民事判决书，逾期即视为送达。: [509, 445, 645, 472]
notice-paragraph: 曹洪波：本院受理原告中国民生银行股份有限公司诉你信用卡纠纷一案，现依法向你公告送达起诉状副本、应诉及举证通知书、开庭传票。自公告之日起经过30日即视为送达。提出答辩状和举证的期限分别为公告期满后15日和30日内。并定于举证期满后第3日上午9时在本院开庭审理，逾期将依法缺席判决。: [41, 1219, 177, 1260]
court-name: 山东省济南市历下区人民法院: [579, 816, 645, 822]
court-name: 黑龙江省哈尔滨市南岗区人民法院: [569, 1533, 645, 1539]
court-name: 山东省济南市历下区人民法院: [579, 2002, 645, 2008]
court-name: 河南省郑州市金水区人民法院: [424, 1578, 490, 1584]
notice-paragraph: 赵志刚：本院受理原告中国农业银行股份有限公司诉你金融借款合同纠纷一案，现依法向你公告送达起诉状副本、应诉通知书、举证通知书及开庭传票。自公告之日起经过30日即视为送达。: [665, 939, 801, 966]
court-name: 公开致歉信: [930, 1758, 956, 1764]
court-name: 安徽省合肥市蜀山区人民法院: [424, 620, 490, 626]
court-name: 甘肃省兰州市城关区人民法院: [735, 474, 801, 480]
notice-paragraph: 王建军：本院受理原告上海浦东发展银行股份有限公司诉你信用卡纠纷一案，因你下落不明，现依法向你公告送达民事判决书。自公告之日起60日内来本院领取民事判决书，逾期则视为送达。如不服本判决，可在公告期满后15日内向本院递交上诉状及副本。: [354, 2037, 490, 2071]
notice-paragraph: 曹洪波：本院受理原告中国民生银行股份有限公司诉你信用卡纠纷一案，现依法向你公告送达起诉状副本、应诉及举证通知书、开庭传票。自公告之日起经过30日即视为送达。提出答辩状和举证的期限分别为公告期满后15日和30日内。并定于举证期满后第3日上午9时在本院开庭审理，逾期将依法缺席判决。: [41, 1492, 177, 1533]
court-name: 海南省海口市龙华区人民法院: [735, 1893, 801, 1899]
court-name: 减资公告: [935, 1353, 956, 1359]
court-name: 减资公告: [935, 1115, 956, 1121]
court-name: 陕西省西安市雁塔区人民法院: [579, 1964, 645, 1970]
section-title: 仲裁公告: [252, 1904, 280, 1912]
notice-paragraph: 张国强、刘丽：本院受理原告中国工商银行股份有限公司诉你们金融借款合同纠纷一案，现依法向你们公告送达起诉状副本、应诉通知书、举证通知书、合议庭组成人员通知书及开庭传票。自公告之日起经过30日即视为送达。: [198, 711, 334, 738]
court-name: 河北省石家庄市长安区人民法院: [263, 284, 334, 290]
court-name: 广西壮族自治区南宁市青秀区人民法院: [559, 1875, 645, 1881]
notice-paragraph: 王建军：本院受理原告上海浦东发展银行股份有限公司诉你信用卡纠纷一案，因你下落不明，现依法向你公告送达民事判决书。自公告之日起60日内来本院领取民事判决书，逾期则视为送达。如不服本判决，可在公告期满后15日内向本院递交上诉状及副本。: [354, 1227, 490, 1261]
notice-column-6: [815, 156, 961, 2146]
